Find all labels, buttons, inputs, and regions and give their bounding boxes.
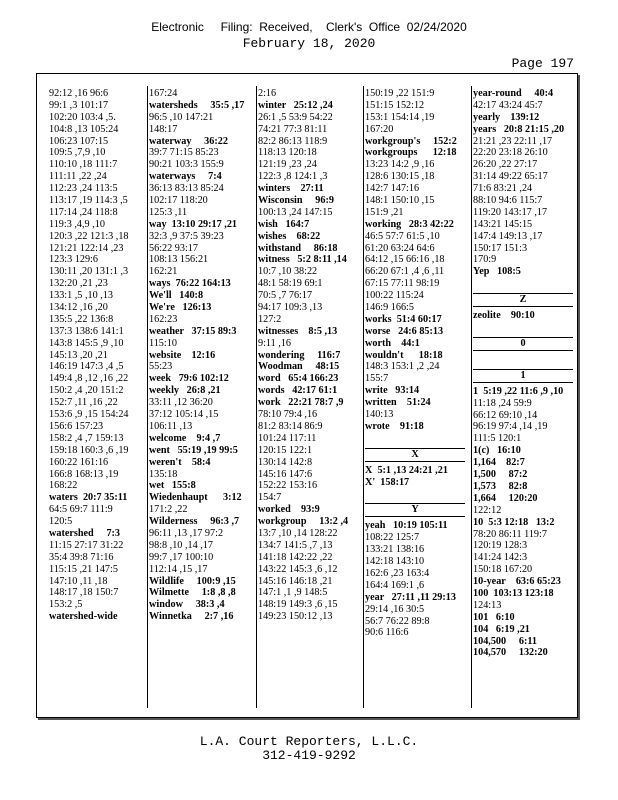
index-entry: 152:22 153:16: [258, 480, 318, 492]
index-entry: 112:23 ,24 113:5: [49, 183, 118, 195]
index-term: 1,164 82:7: [473, 457, 525, 469]
index-entry: [365, 489, 471, 501]
index-term: working 28:3 42:22: [365, 218, 454, 230]
index-entry: 142:18 143:10: [365, 556, 425, 568]
index-term: watershed-wide: [49, 611, 118, 623]
index-column-1: [37, 88, 147, 710]
index-term: ways 76:22 164:13: [149, 278, 231, 290]
index-term: winter 25:12 ,24: [258, 99, 333, 111]
index-term: 104,500 6:11: [473, 635, 537, 647]
index-term: Woodman 48:15: [258, 361, 340, 373]
index-entry: 149:4 ,8 ,12 ,16 ,22: [49, 373, 129, 385]
reporter-phone: 312-419-9292: [262, 748, 356, 763]
index-entry: 149:23 150:12 ,13: [258, 611, 333, 623]
index-entry: 155:7: [365, 373, 389, 385]
index-entry: 110:10 ,18 111:7: [49, 159, 118, 171]
index-entry: 150:2 ,4 ,20 151:2: [49, 385, 124, 397]
index-entry: 13:7 ,10 ,14 128:22: [258, 527, 338, 539]
index-term: went 55:19 ,19 99:5: [149, 444, 238, 456]
index-entry: 104:8 ,13 105:24: [49, 123, 119, 135]
index-term: worse 24:6 85:13: [365, 325, 444, 337]
index-entry: 90:21 103:3 155:9: [149, 159, 224, 171]
index-term: years 20:8 21:15 ,20: [473, 123, 565, 135]
index-term: 1(c) 16:10: [473, 445, 521, 457]
index-entry: 137:3 138:6 141:1: [49, 325, 124, 337]
index-entry: 159:18 160:3 ,6 ,19: [49, 444, 129, 456]
index-entry: 26:1 ,5 53:9 54:22: [258, 111, 333, 123]
index-entry: 153:1 154:14 ,19: [365, 111, 435, 123]
index-entry: 55:23: [149, 361, 173, 373]
index-entry: 56:7 76:22 89:8: [365, 615, 430, 627]
index-entry: 32:3 ,9 37:5 39:23: [149, 230, 224, 242]
index-entry: 143:22 145:3 ,6 ,12: [258, 563, 338, 575]
index-entry: [365, 433, 471, 445]
index-entry: 96:11 ,13 ,17 97:2: [149, 527, 224, 539]
index-entry: 133:21 138:16: [365, 544, 425, 556]
index-term: yeah 10:19 105:11: [365, 520, 448, 532]
index-entry: 162:6 ,23 163:4: [365, 567, 430, 579]
index-entry: 48:1 58:19 69:1: [258, 278, 323, 290]
index-entry: 171:2 ,22: [149, 504, 188, 516]
index-entry: 147:10 ,11 ,18: [49, 575, 108, 587]
index-entry: 2:16: [258, 88, 277, 99]
index-entry: 64:5 69:7 111:9: [49, 504, 113, 516]
index-entry: 100:13 ,24 147:15: [258, 206, 333, 218]
index-term: withstand 86:18: [258, 242, 338, 254]
index-entry: 132:20 ,21 ,23: [49, 278, 108, 290]
index-entry: 118:13 120:18: [258, 147, 317, 159]
index-entry: 9:11 ,16: [258, 337, 292, 349]
index-term: words 42:17 61:1: [258, 385, 338, 397]
index-term: 10 5:3 12:18 13:2: [473, 516, 555, 528]
index-entry: 143:21 145:15: [473, 218, 533, 230]
index-entry: 56:22 93:17: [149, 242, 198, 254]
index-term: year 27:11 ,11 29:13: [365, 591, 456, 603]
index-entry: 167:24: [149, 88, 178, 99]
index-entry: 106:23 107:15: [49, 135, 109, 147]
index-entry: 120:5: [49, 516, 73, 528]
index-column-4: [363, 88, 471, 710]
index-entry: 98:8 ,10 ,14 ,17: [149, 539, 213, 551]
index-entry: 153:2 ,5: [49, 599, 83, 611]
index-entry: 108:22 125:7: [365, 532, 420, 544]
index-column-5: [471, 88, 579, 710]
page-number: Page 197: [511, 56, 574, 71]
index-frame: [36, 73, 578, 718]
index-entry: 13:23 14:2 ,9 ,16: [365, 159, 435, 171]
index-entry: 119:3 ,4,9 ,10: [49, 218, 105, 230]
index-term: Wilderness 96:3 ,7: [149, 516, 240, 528]
index-term: winters 27:11: [258, 183, 324, 195]
index-term: We'll 140:8: [149, 290, 204, 302]
index-term: 1 5:19 ,22 11:6 ,9 ,10: [473, 385, 564, 397]
index-term: X 5:1 ,13 24:21 ,21: [365, 464, 448, 476]
index-entry: 102:17 118:20: [149, 195, 208, 207]
index-entry: 135:18: [149, 468, 178, 480]
index-entry: 122:3 ,8 124:1 ,3: [258, 171, 328, 183]
index-entry: 164:4 169:1 ,6: [365, 579, 425, 591]
index-section-header: 1: [473, 369, 573, 383]
index-term: word 65:4 166:23: [258, 373, 339, 385]
index-entry: 140:13: [365, 409, 394, 421]
index-term: week 79:6 102:12: [149, 373, 229, 385]
index-term: 10-year 63:6 65:23: [473, 576, 561, 588]
index-entry: 148:17 ,18 150:7: [49, 587, 119, 599]
index-term: Wilmette 1:8 ,8 ,8: [149, 587, 236, 599]
index-term: works 51:4 60:17: [365, 313, 442, 325]
index-entry: 166:8 168:13 ,19: [49, 468, 119, 480]
index-entry: 74:21 77:3 81:11: [258, 123, 328, 135]
index-term: workgroups 12:18: [365, 147, 457, 159]
index-entry: 135:5 ,22 136:8: [49, 313, 114, 325]
index-entry: 154:7: [258, 492, 282, 504]
index-entry: 102:20 103:4 ,5.: [49, 111, 116, 123]
index-entry: 123:3 129:6: [49, 254, 98, 266]
index-entry: 148:19 149:3 ,6 ,15: [258, 599, 338, 611]
index-entry: 162:23: [149, 313, 178, 325]
index-entry: 148:3 153:1 ,2 ,24: [365, 361, 440, 373]
index-entry: 112:14 ,15 ,17: [149, 563, 208, 575]
index-term: way 13:10 29:17 ,21: [149, 218, 238, 230]
index-term: workgroup's 152:2: [365, 135, 457, 147]
index-entry: 113:17 ,19 114:3 ,5: [49, 195, 128, 207]
index-term: zeolite 90:10: [473, 310, 535, 322]
index-entry: 22:20 23:18 26:10: [473, 147, 548, 159]
index-term: year-round 40:4: [473, 88, 554, 99]
index-term: yearly 139:12: [473, 111, 540, 123]
index-term: Wiedenhaupt 3:12: [149, 492, 242, 504]
index-entry: 146:9 166:5: [365, 302, 414, 314]
index-term: 104,570 132:20: [473, 647, 548, 659]
index-term: website 12:16: [149, 349, 216, 361]
index-entry: 29:14 ,16 30:5: [365, 603, 425, 615]
index-entry: 66:20 67:1 ,4 ,6 ,11: [365, 266, 445, 278]
index-entry: 170:9: [473, 254, 497, 266]
index-entry: 141:18 142:22 ,22: [258, 551, 333, 563]
index-term: wrote 91:18: [365, 420, 424, 432]
index-entry: 117:14 ,24 118:8: [49, 206, 118, 218]
index-entry: 143:8 145:5 ,9 ,10: [49, 337, 124, 349]
index-term: 104 6:19 ,21: [473, 623, 530, 635]
index-entry: 122:12: [473, 504, 502, 516]
index-entry: 134:12 ,16 ,20: [49, 302, 108, 314]
index-term: weekly 26:8 ,21: [149, 385, 221, 397]
index-entry: [473, 354, 579, 366]
index-entry: 11:15 27:17 31:22: [49, 539, 124, 551]
index-entry: 101:24 117:11: [258, 432, 317, 444]
index-entry: 10:7 ,10 38:22: [258, 266, 318, 278]
index-term: We're 126:13: [149, 302, 212, 314]
index-entry: 151:15 152:12: [365, 99, 425, 111]
index-entry: 120:15 122:1: [258, 444, 313, 456]
index-entry: 90:6 116:6: [365, 627, 409, 639]
index-entry: 78:10 79:4 ,16: [258, 409, 318, 421]
index-term: write 93:14: [365, 385, 420, 397]
index-term: work 22:21 78:7 ,9: [258, 397, 344, 409]
filing-stamp-line: Electronic Filing: Received, Clerk's Office 02/24/2020: [151, 20, 467, 34]
index-entry: 100:22 115:24: [365, 290, 424, 302]
index-entry: 61:20 63:24 64:6: [365, 242, 435, 254]
index-entry: 121:21 122:14 ,23: [49, 242, 124, 254]
index-entry: 115:15 ,21 147:5: [49, 563, 118, 575]
index-entry: 108:13 156:21: [149, 254, 209, 266]
index-entry: 158:2 ,4 ,7 159:13: [49, 432, 124, 444]
index-term: Wisconsin 96:9: [258, 195, 334, 207]
index-entry: 148:1 150:10 ,15: [365, 195, 435, 207]
index-term: waters 20:7 35:11: [49, 492, 128, 504]
index-entry: 150:19 ,22 151:9: [365, 88, 435, 99]
index-entry: 99:7 ,17 100:10: [149, 551, 214, 563]
index-entry: 128:6 130:15 ,18: [365, 171, 435, 183]
index-entry: 125:3 ,11: [149, 206, 188, 218]
index-entry: 78:20 86:11 119:7: [473, 528, 547, 540]
index-entry: 127:2: [258, 313, 282, 325]
index-entry: 168:22: [49, 480, 78, 492]
index-entry: [473, 278, 579, 290]
index-entry: 145:16 146:18 ,21: [258, 575, 333, 587]
index-term: 101 6:10: [473, 611, 515, 623]
index-entry: 11:18 ,24 59:9: [473, 397, 532, 409]
index-entry: 150:18 167:20: [473, 564, 533, 576]
index-entry: 88:10 94:6 115:7: [473, 195, 543, 207]
index-entry: [473, 322, 579, 334]
index-entry: 150:17 151:3: [473, 242, 528, 254]
index-term: 1,500 87:2: [473, 469, 528, 481]
index-term: witnesses 8:5 ,13: [258, 325, 338, 337]
index-term: watersheds 35:5 ,17: [149, 99, 245, 111]
index-term: waterways 7:4: [149, 171, 222, 183]
index-entry: 111:11 ,22 ,24: [49, 171, 107, 183]
index-term: written 51:24: [365, 397, 431, 409]
index-term: wouldn't 18:18: [365, 349, 443, 361]
index-entry: 124:13: [473, 599, 502, 611]
index-term: wishes 68:22: [258, 230, 321, 242]
index-entry: 145:16 147:6: [258, 468, 313, 480]
index-entry: 120:3 ,22 121:3 ,18: [49, 230, 129, 242]
index-entry: 35:4 39:8 71:16: [49, 551, 114, 563]
index-term: 1,664 120:20: [473, 492, 538, 504]
index-entry: 167:20: [365, 123, 394, 135]
index-entry: 26:20 ,22 27:17: [473, 159, 538, 171]
index-entry: 130:11 ,20 131:1 ,3: [49, 266, 129, 278]
index-entry: 39:7 71:15 85:23: [149, 147, 219, 159]
index-entry: 121:19 ,23 ,24: [258, 159, 317, 171]
index-entry: 64:12 ,15 66:16 ,18: [365, 254, 445, 266]
index-term: wondering 116:7: [258, 349, 341, 361]
index-term: window 38:3 ,4: [149, 599, 225, 611]
index-entry: 142:7 147:16: [365, 183, 420, 195]
index-term: welcome 9:4 ,7: [149, 432, 221, 444]
index-entry: 111:5 120:1: [473, 433, 522, 445]
reporter-name: L.A. Court Reporters, L.L.C.: [199, 734, 419, 749]
index-term: wet 155:8: [149, 480, 196, 492]
index-entry: 130:14 142:8: [258, 456, 313, 468]
index-entry: 134:7 141:5 ,7 ,13: [258, 539, 333, 551]
index-entry: 152:7 ,11 ,16 ,22: [49, 397, 118, 409]
index-entry: 109:5 ,7,9 ,10: [49, 147, 106, 159]
index-term: wish 164:7: [258, 218, 310, 230]
index-entry: 70:5 ,7 76:17: [258, 290, 313, 302]
index-entry: 46:5 57:7 61:5 ,10: [365, 230, 440, 242]
index-section-header: Y: [365, 503, 465, 517]
index-entry: 145:13 ,20 ,21: [49, 349, 108, 361]
index-entry: 146:19 147:3 ,4 ,5: [49, 361, 124, 373]
index-entry: 162:21: [149, 266, 178, 278]
index-term: witness 5:2 8:11 ,14: [258, 254, 347, 266]
index-entry: 67:15 77:11 98:19: [365, 278, 440, 290]
index-term: Wildlife 100:9 ,15: [149, 575, 236, 587]
index-entry: 160:22 161:16: [49, 456, 109, 468]
index-entry: 82:2 86:13 118:9: [258, 135, 328, 147]
index-term: weren't 58:4: [149, 456, 211, 468]
index-section-header: X: [365, 448, 465, 462]
index-entry: 147:1 ,1 ,9 148:5: [258, 587, 328, 599]
index-entry: 31:14 49:22 65:17: [473, 171, 548, 183]
index-entry: 36:13 83:13 85:24: [149, 183, 224, 195]
index-term: 100 103:13 123:18: [473, 587, 554, 599]
index-term: Winnetka 2:7 ,16: [149, 611, 234, 623]
index-entry: 42:17 43:24 45:7: [473, 99, 543, 111]
index-entry: 94:17 109:3 ,13: [258, 302, 323, 314]
index-term: workgroup 13:2 ,4: [258, 516, 349, 528]
index-entry: 148:17: [149, 123, 178, 135]
index-entry: 133:1 ,5 ,10 ,13: [49, 290, 113, 302]
index-entry: 96:19 97:4 ,14 ,19: [473, 421, 548, 433]
index-term: worked 93:9: [258, 504, 320, 516]
index-entry: 71:6 83:21 ,24: [473, 183, 533, 195]
index-term: watershed 7:3: [49, 527, 121, 539]
index-entry: 156:6 157:23: [49, 420, 104, 432]
index-entry: 33:11 ,12 36:20: [149, 397, 213, 409]
index-term: weather 37:15 89:3: [149, 325, 237, 337]
index-entry: 151:9 ,21: [365, 206, 404, 218]
index-term: waterway 36:22: [149, 135, 228, 147]
index-term: worth 44:1: [365, 337, 420, 349]
index-entry: 115:10: [149, 337, 177, 349]
index-entry: 147:4 149:13 ,17: [473, 230, 543, 242]
index-column-2: [147, 88, 256, 710]
index-entry: 21:21 ,23 22:11 ,17: [473, 135, 553, 147]
index-term: X' 158:17: [365, 476, 410, 488]
index-entry: 81:2 83:14 86:9: [258, 420, 323, 432]
index-entry: 66:12 69:10 ,14: [473, 409, 538, 421]
index-entry: 37:12 105:14 ,15: [149, 409, 219, 421]
index-column-3: [256, 88, 363, 710]
index-entry: 141:24 142:3: [473, 552, 528, 564]
index-entry: 120:19 128:3: [473, 540, 528, 552]
index-entry: 119:20 143:17 ,17: [473, 206, 548, 218]
index-term: 1,573 82:8: [473, 480, 528, 492]
index-entry: 92:12 ,16 96:6: [49, 88, 109, 99]
index-entry: 153:6 ,9 ,15 154:24: [49, 409, 129, 421]
index-entry: 99:1 ,3 101:17: [49, 99, 109, 111]
index-section-header: Z: [473, 293, 573, 307]
index-section-header: 0: [473, 337, 573, 351]
index-entry: 106:11 ,13: [149, 420, 193, 432]
index-term: Yep 108:5: [473, 266, 521, 278]
index-entry: 96:5 ,10 147:21: [149, 111, 214, 123]
filing-date: February 18, 2020: [242, 36, 376, 51]
